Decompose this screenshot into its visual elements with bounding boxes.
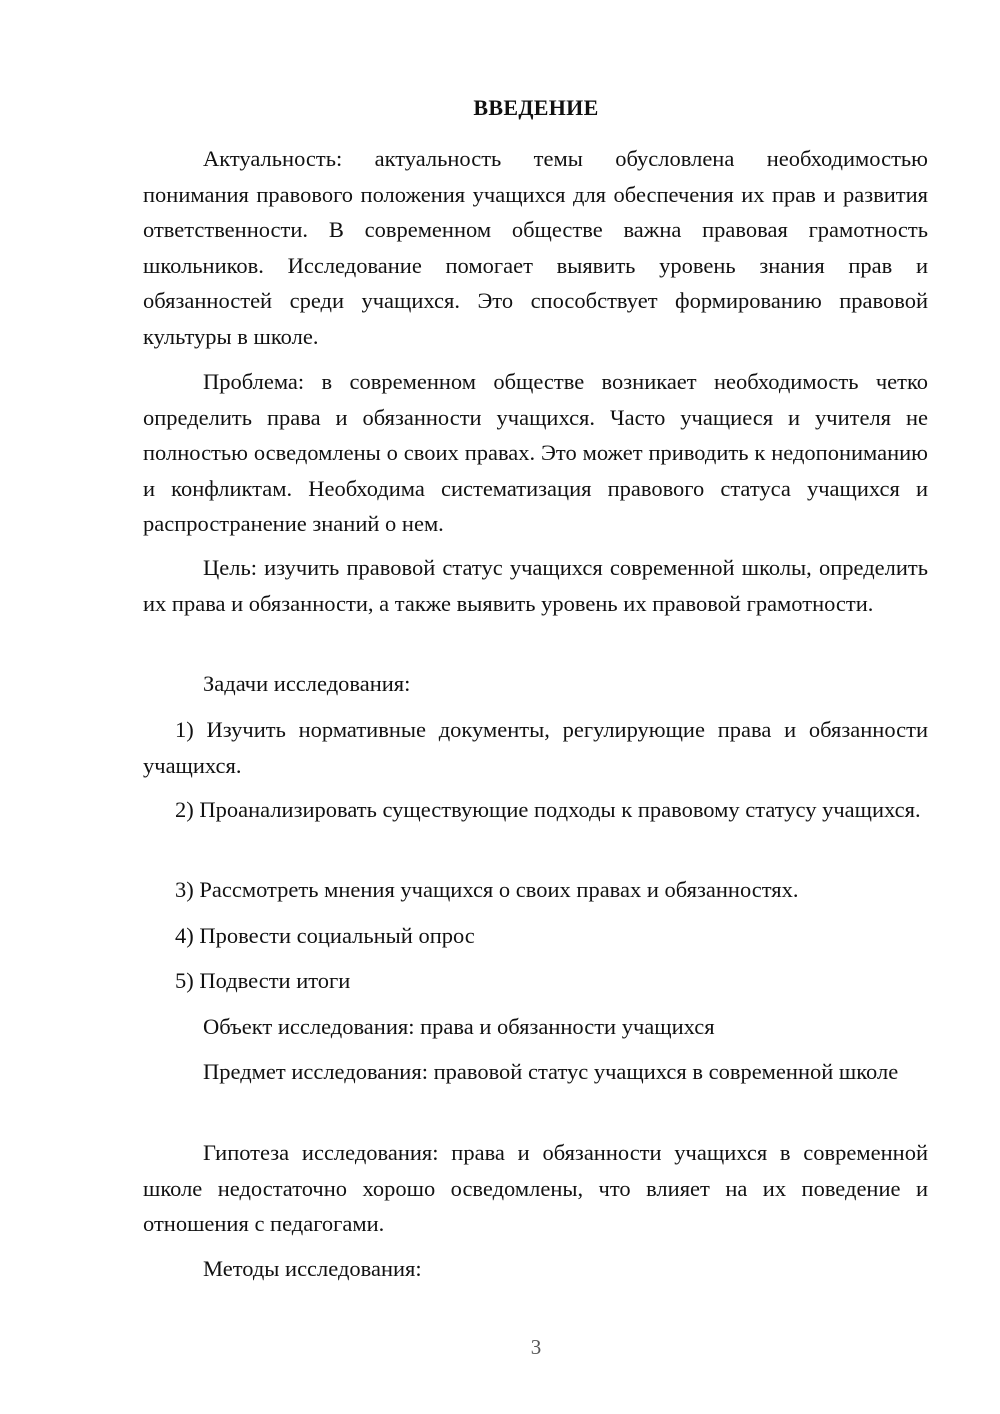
paragraph-relevance: Актуальность: актуальность темы обусловлена необходимостью понимания правового положения учащихся для обеспечения их прав и развития ответственности. В современном обществе важна правовая грамотность школьников. Исследование помогает выявить уровень знания прав и обязанностей среди учащихся. Это способствует формированию правовой культуры в школе. [143,146,928,349]
paragraph-hypothesis: Гипотеза исследования: права и обязанности учащихся в современной школе недостаточно хорошо осведомлены, что влияет на их поведение и отношения с педагогами. [143,1140,928,1236]
task-item-5: 5) Подвести итоги [175,968,351,993]
page-number: 3 [530,1335,542,1359]
task-item-3: 3) Рассмотреть мнения учащихся о своих правах и обязанностях. [175,877,799,902]
page-title: ВВЕДЕНИЕ [473,95,599,120]
task-item-2: 2) Проанализировать существующие подходы к правовому статусу учащихся. [175,797,921,822]
paragraph-tasks-heading: Задачи исследования: [203,671,411,696]
paragraph-object: Объект исследования: права и обязанности учащихся [203,1014,715,1039]
paragraph-methods: Методы исследования: [203,1256,422,1281]
task-item-1: 1) Изучить нормативные документы, регулирующие права и обязанности учащихся. [143,717,928,778]
paragraph-problem: Проблема: в современном обществе возникает необходимость четко определить права и обязанности учащихся. Часто учащиеся и учителя не полностью осведомлены о своих правах. Это может приводить к недопониманию и конфликтам. Необходима систематизация правового статуса учащихся и распространение знаний о нем. [143,369,928,536]
paragraph-subject: Предмет исследования: правовой статус учащихся в современной школе [203,1059,899,1084]
task-item-4: 4) Провести социальный опрос [175,923,475,948]
paragraph-goal: Цель: изучить правовой статус учащихся современной школы, определить их права и обязанности, а также выявить уровень их правовой грамотности. [143,555,928,616]
